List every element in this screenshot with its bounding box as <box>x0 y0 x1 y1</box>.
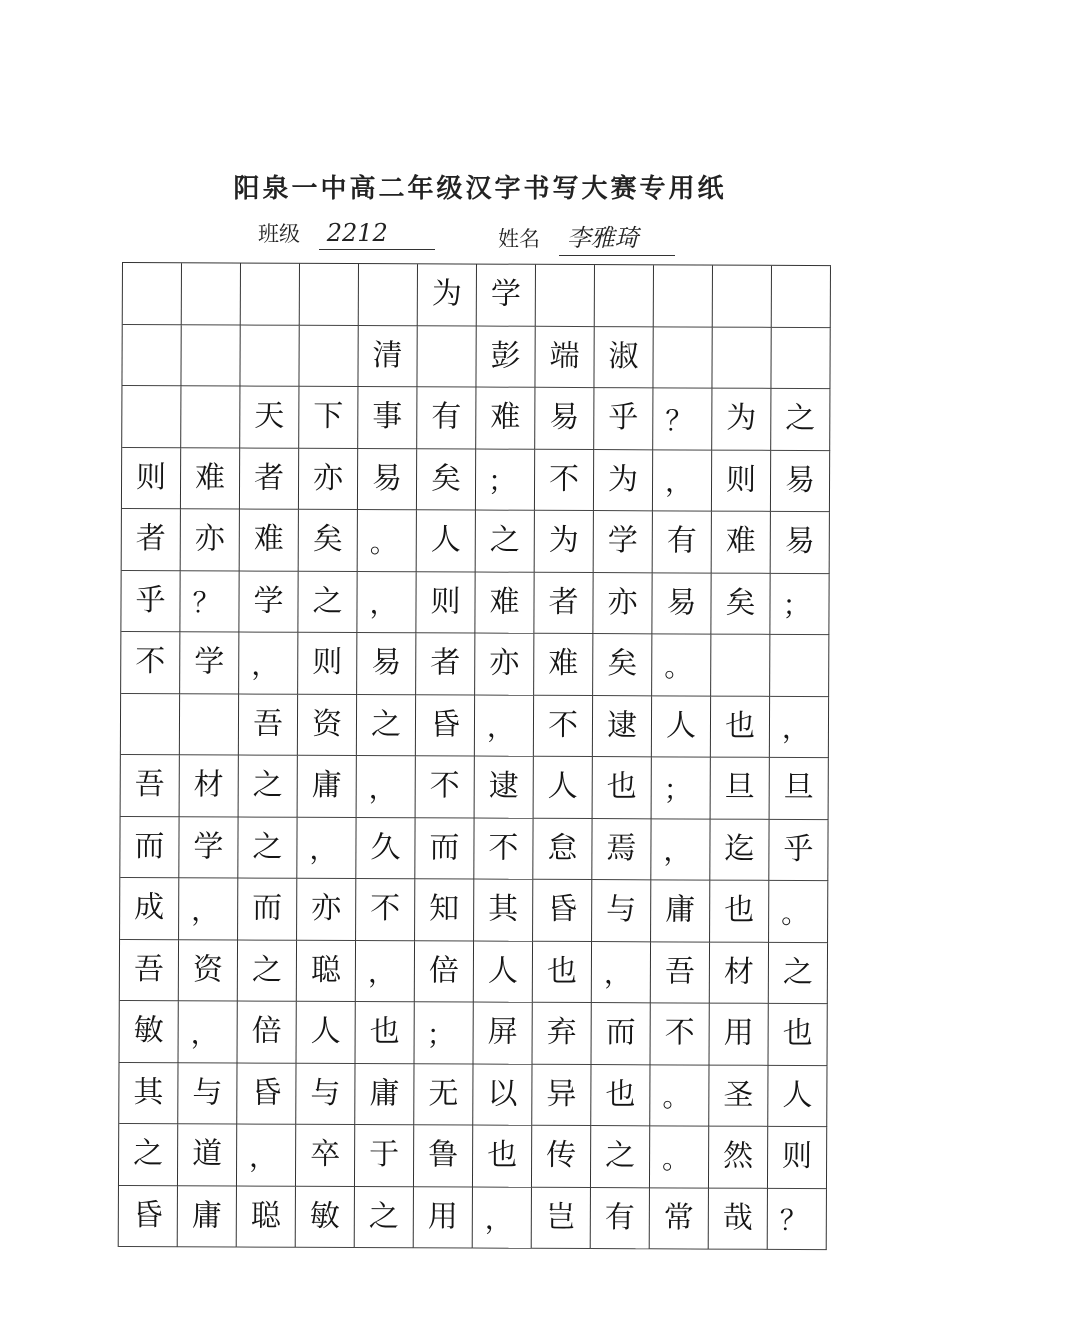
grid-cell: 人 <box>534 757 593 819</box>
grid-cell: 吾 <box>120 939 179 1001</box>
grid-cell: 之 <box>238 940 297 1002</box>
grid-cell: 庸 <box>355 1064 414 1126</box>
grid-cell: 端 <box>535 326 594 388</box>
grid-cell: 庸 <box>651 880 710 942</box>
name-field <box>498 218 675 256</box>
grid-cell: 吾 <box>121 755 180 817</box>
grid-cell: 久 <box>356 818 415 880</box>
grid-cell: 者 <box>240 448 299 510</box>
grid-cell: 敏 <box>120 1001 179 1063</box>
grid-cell: 与 <box>592 880 651 942</box>
grid-cell: 之 <box>591 1126 650 1188</box>
grid-cell: 之 <box>298 571 357 633</box>
grid-cell: 人 <box>768 1065 827 1127</box>
grid-cell: ， <box>475 695 534 757</box>
grid-cell: ； <box>652 757 711 819</box>
grid-cell: 而 <box>415 818 474 880</box>
grid-cell: 有 <box>591 1188 650 1250</box>
grid-cell: ， <box>357 756 416 818</box>
grid-cell: 乎 <box>769 819 828 881</box>
grid-cell: 清 <box>358 326 417 388</box>
grid-cell: 事 <box>358 387 417 449</box>
grid-cell: 不 <box>534 695 593 757</box>
grid-cell <box>299 325 358 387</box>
grid-cell <box>182 263 241 325</box>
grid-cell: 者 <box>122 509 181 571</box>
name-label: 姓名 <box>498 227 540 251</box>
grid-cell: 之 <box>771 389 830 451</box>
grid-cell: 难 <box>476 388 535 450</box>
grid-cell <box>180 694 239 756</box>
class-field <box>258 218 435 250</box>
grid-cell: 不 <box>651 1003 710 1065</box>
grid-cell: ， <box>297 817 356 879</box>
grid-cell: 逮 <box>593 696 652 758</box>
grid-cell: ， <box>356 941 415 1003</box>
grid-cell: ？ <box>653 388 712 450</box>
name-value: 李雅琦 <box>559 218 675 256</box>
grid-cell <box>770 635 829 697</box>
grid-cell: 。 <box>652 634 711 696</box>
grid-cell: 为 <box>535 511 594 573</box>
grid-cell <box>654 265 713 327</box>
grid-cell: 知 <box>415 879 474 941</box>
grid-cell: ？ <box>180 571 239 633</box>
grid-cell: 异 <box>532 1064 591 1126</box>
grid-cell: 道 <box>178 1124 237 1186</box>
grid-cell: 吾 <box>239 694 298 756</box>
grid-cell: 。 <box>650 1065 709 1127</box>
grid-cell: ； <box>770 573 829 635</box>
grid-cell: 人 <box>297 1002 356 1064</box>
grid-cell: 亦 <box>299 448 358 510</box>
grid-cell: 乎 <box>594 388 653 450</box>
grid-cell: 也 <box>473 1126 532 1188</box>
grid-cell: 乎 <box>121 571 180 633</box>
grid-cell <box>123 263 182 325</box>
grid-cell: 敏 <box>296 1186 355 1248</box>
grid-cell: 不 <box>121 632 180 694</box>
grid-cell: 不 <box>535 449 594 511</box>
grid-cell: 旦 <box>770 758 829 820</box>
grid-cell: ， <box>179 1001 238 1063</box>
grid-cell: 其 <box>119 1062 178 1124</box>
grid-cell: 则 <box>416 572 475 634</box>
grid-cell: 与 <box>296 1063 355 1125</box>
grid-cell: 鲁 <box>414 1125 473 1187</box>
grid-cell <box>772 266 831 328</box>
grid-cell: 学 <box>179 817 238 879</box>
class-label: 班级 <box>258 222 300 246</box>
grid-cell: 吾 <box>651 942 710 1004</box>
grid-cell: 矣 <box>593 634 652 696</box>
grid-cell: 旦 <box>711 758 770 820</box>
grid-cell: 人 <box>652 696 711 758</box>
grid-cell: 之 <box>238 817 297 879</box>
grid-cell: 为 <box>594 450 653 512</box>
grid-cell: 传 <box>532 1126 591 1188</box>
grid-cell <box>417 326 476 388</box>
grid-cell: 用 <box>710 1004 769 1066</box>
grid-cell <box>181 386 240 448</box>
grid-cell: ， <box>357 572 416 634</box>
grid-cell: 用 <box>414 1187 473 1249</box>
grid-cell: 难 <box>181 448 240 510</box>
grid-cell: 亦 <box>297 879 356 941</box>
grid-cell: 资 <box>298 694 357 756</box>
grid-cell: 倍 <box>415 941 474 1003</box>
sheet-title: 阳泉一中高二年级汉字书写大赛专用纸 <box>233 174 727 204</box>
grid-cell <box>359 264 418 326</box>
grid-cell: 也 <box>593 757 652 819</box>
grid-cell: 以 <box>473 1064 532 1126</box>
grid-cell: ， <box>237 1125 296 1187</box>
grid-cell: 亦 <box>475 634 534 696</box>
grid-cell: 资 <box>179 940 238 1002</box>
grid-cell: ， <box>179 878 238 940</box>
grid-cell: 无 <box>414 1064 473 1126</box>
grid-cell: 难 <box>475 572 534 634</box>
grid-cell: 也 <box>710 881 769 943</box>
grid-cell: 哉 <box>709 1188 768 1250</box>
grid-cell: 难 <box>712 512 771 574</box>
grid-cell <box>181 325 240 387</box>
grid-cell: 卒 <box>296 1125 355 1187</box>
grid-cell: 焉 <box>592 819 651 881</box>
grid-cell: 人 <box>474 941 533 1003</box>
grid-cell: 昏 <box>533 880 592 942</box>
grid-cell: 天 <box>240 387 299 449</box>
grid-cell <box>771 327 830 389</box>
grid-cell: 昏 <box>416 695 475 757</box>
grid-cell: 也 <box>356 1002 415 1064</box>
grid-cell: 不 <box>356 879 415 941</box>
grid-cell: 则 <box>122 448 181 510</box>
grid-cell: 。 <box>358 510 417 572</box>
grid-cell: ； <box>476 449 535 511</box>
grid-cell: 易 <box>771 512 830 574</box>
grid-cell <box>653 327 712 389</box>
grid-cell: 则 <box>768 1127 827 1189</box>
grid-cell: ， <box>473 1187 532 1249</box>
grid-cell: 下 <box>299 387 358 449</box>
grid-cell: ， <box>592 942 651 1004</box>
grid-cell: 易 <box>652 573 711 635</box>
grid-cell: 庸 <box>298 756 357 818</box>
grid-cell: 成 <box>120 878 179 940</box>
grid-cell: 亦 <box>181 509 240 571</box>
grid-cell: ， <box>770 696 829 758</box>
grid-cell: 庸 <box>178 1186 237 1248</box>
grid-cell: 学 <box>594 511 653 573</box>
grid-cell <box>595 265 654 327</box>
grid-cell: 易 <box>357 633 416 695</box>
grid-cell: 而 <box>238 879 297 941</box>
grid-cell: 屏 <box>474 1003 533 1065</box>
grid-cell: 也 <box>591 1065 650 1127</box>
grid-cell: 与 <box>178 1063 237 1125</box>
grid-cell <box>711 635 770 697</box>
grid-cell: 学 <box>239 571 298 633</box>
grid-cell: 。 <box>650 1126 709 1188</box>
grid-cell: 矣 <box>299 510 358 572</box>
grid-cell: 学 <box>180 632 239 694</box>
grid-cell: 聪 <box>237 1186 296 1248</box>
grid-cell: 而 <box>592 1003 651 1065</box>
grid-cell: 彭 <box>476 326 535 388</box>
grid-cell: 也 <box>533 941 592 1003</box>
grid-cell: 材 <box>710 942 769 1004</box>
grid-cell: 难 <box>240 510 299 572</box>
grid-cell <box>713 266 772 328</box>
grid-cell: 人 <box>417 510 476 572</box>
grid-cell: 之 <box>357 695 416 757</box>
grid-cell: ， <box>239 633 298 695</box>
grid-cell: 材 <box>180 755 239 817</box>
grid-cell: 而 <box>120 816 179 878</box>
grid-cell: 然 <box>709 1127 768 1189</box>
grid-cell <box>122 325 181 387</box>
grid-cell: ， <box>653 450 712 512</box>
grid-cell: 易 <box>535 388 594 450</box>
grid-cell: 学 <box>477 265 536 327</box>
grid-cell: 者 <box>416 633 475 695</box>
grid-cell <box>536 265 595 327</box>
grid-cell: 之 <box>239 756 298 818</box>
grid-cell: 为 <box>418 264 477 326</box>
grid-cell: 岂 <box>532 1187 591 1249</box>
grid-cell: 昏 <box>119 1185 178 1247</box>
grid-cell: 之 <box>119 1124 178 1186</box>
grid-cell: 易 <box>771 450 830 512</box>
grid-cell: 有 <box>417 387 476 449</box>
grid-cell: ？ <box>768 1188 827 1250</box>
grid-cell: 淑 <box>594 327 653 389</box>
grid-cell: 于 <box>355 1125 414 1187</box>
grid-cell: 亦 <box>593 573 652 635</box>
class-value: 2212 <box>319 219 435 250</box>
grid-cell: 易 <box>358 449 417 511</box>
grid-cell: 不 <box>474 818 533 880</box>
grid-cell: 其 <box>474 880 533 942</box>
grid-cell: 弃 <box>533 1003 592 1065</box>
grid-cell: 聪 <box>297 940 356 1002</box>
grid-cell: 难 <box>534 634 593 696</box>
grid-cell: 之 <box>769 942 828 1004</box>
grid-cell: 昏 <box>237 1063 296 1125</box>
grid-cell: 之 <box>355 1187 414 1249</box>
grid-cell: 倍 <box>238 1002 297 1064</box>
grid-cell: 也 <box>711 696 770 758</box>
grid-cell: 。 <box>769 881 828 943</box>
writing-grid <box>118 262 831 1250</box>
grid-cell: 之 <box>476 511 535 573</box>
grid-cell: 为 <box>712 389 771 451</box>
grid-cell: 逮 <box>475 757 534 819</box>
grid-cell <box>712 327 771 389</box>
grid-cell <box>121 694 180 756</box>
grid-cell: ； <box>415 1002 474 1064</box>
grid-cell: 矣 <box>417 449 476 511</box>
grid-cell <box>241 264 300 326</box>
grid-cell: ， <box>651 819 710 881</box>
grid-cell: 怠 <box>533 818 592 880</box>
grid-cell: 有 <box>653 511 712 573</box>
grid-cell: 迄 <box>710 819 769 881</box>
grid-cell <box>300 264 359 326</box>
grid-cell <box>240 325 299 387</box>
grid-cell: 则 <box>298 633 357 695</box>
grid-cell: 者 <box>534 572 593 634</box>
grid-cell: 常 <box>650 1188 709 1250</box>
grid-cell: 矣 <box>711 573 770 635</box>
grid-cell: 不 <box>416 756 475 818</box>
grid-cell <box>122 386 181 448</box>
grid-cell: 圣 <box>709 1065 768 1127</box>
grid-cell: 也 <box>769 1004 828 1066</box>
grid-cell: 则 <box>712 450 771 512</box>
